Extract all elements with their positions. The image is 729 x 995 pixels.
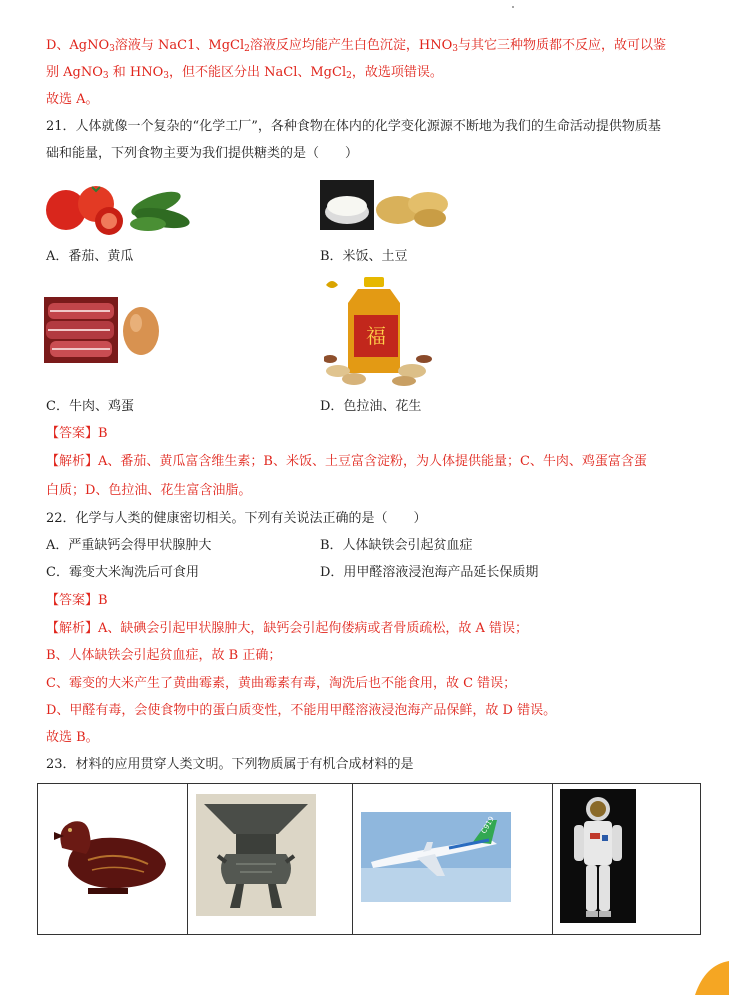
prev-analysis-d-line1: D、AgNO$_3$溶液与 NaC1、MgCl$_2$溶液反应均能产生白色沉淀，$HNO_3$与其它三种物质都不反应，故可以鉴 [46,38,666,54]
tomato-cucumber-image [44,174,192,238]
plane-tail-label: C919 [479,815,496,835]
q22-choice: 故选 B。 [46,730,99,745]
q22-answer: 【答案】B [46,593,108,608]
c919-plane-image [361,812,511,902]
oil-brand-label: 福 [366,324,386,348]
q22-analysis-line2: B、人体缺铁会引起贫血症，故 B 正确； [46,648,282,663]
prev-analysis-d-line2: 别 AgNO$_3$ 和 $HNO_3$，但不能区分出 NaCl、MgCl$_2$，故选项错误。 [46,65,443,81]
q22-analysis-line4: D、甲醛有毒，会使食物中的蛋白质变性，不能用甲醛溶液浸泡海产品保鲜，故 D 错误。 [46,703,557,718]
q23-stem: 23．材料的应用贯穿人类文明。下列物质属于有机合成材料的是 [46,757,414,772]
q21-analysis-line2: 白质；D、色拉油、花生富含油脂。 [46,483,252,498]
q21-stem-line1: 21．人体就像一个复杂的“化学工厂”，各种食物在体内的化学变化源源不断地为我们的生命活动提供物质基 [46,119,661,134]
bronze-vessel-image [196,794,316,916]
q21-option-d: D．色拉油、花生 [320,399,422,414]
rice-potato-image [320,180,452,230]
q21-analysis-line1: 【解析】A、番茄、黄瓜富含维生素；B、米饭、土豆富含淀粉，为人体提供能量；C、牛肉、鸡蛋富含蛋 [46,454,647,469]
q22-option-c: C．霉变大米淘洗后可食用 [46,565,199,580]
q22-analysis-line3: C、霉变的大米产生了黄曲霉素，黄曲霉素有毒，淘洗后也不能食用，故 C 错误； [46,676,517,691]
q23-cell-spacesuit [553,784,700,934]
q21-answer: 【答案】B [46,426,108,441]
lacquer-duck-image [48,808,174,896]
q23-cell-bronze [188,784,354,934]
spacesuit-image [560,789,636,923]
oil-peanut-image [324,275,434,387]
q21-option-b: B．米饭、土豆 [320,249,408,264]
beef-egg-image [44,297,162,363]
q21-option-a: A．番茄、黄瓜 [46,249,134,264]
prev-choice: 故选 A。 [46,92,99,107]
q22-option-b: B．人体缺铁会引起贫血症 [320,538,473,553]
q22-analysis-line1: 【解析】A、缺碘会引起甲状腺肿大，缺钙会引起佝偻病或者骨质疏松，故 A 错误； [46,621,529,636]
q22-option-d: D．用甲醛溶液浸泡海产品延长保质期 [320,565,539,580]
q21-stem-line2: 础和能量，下列食物主要为我们提供糖类的是（ ） [46,146,359,161]
q23-cell-duck [38,784,188,934]
page-corner-decoration [693,961,729,995]
q23-cell-plane [353,784,553,934]
page-dot [512,6,514,8]
q22-option-a: A．严重缺钙会得甲状腺肿大 [46,538,212,553]
q23-image-table [37,783,701,935]
q21-option-c: C．牛肉、鸡蛋 [46,399,134,414]
q22-stem: 22．化学与人类的健康密切相关。下列有关说法正确的是（ ） [46,511,427,526]
